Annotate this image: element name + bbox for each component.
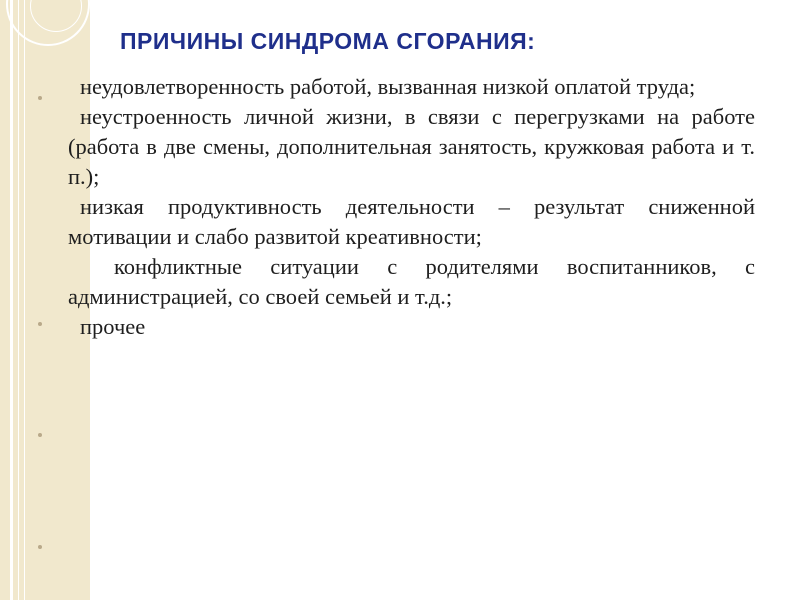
list-item: неустроенность личной жизни, в связи с перегрузками на работе (работа в две смены, дополнительная занятость, кружковая работа и т. п.); (68, 104, 755, 189)
slide-title: ПРИЧИНЫ СИНДРОМА СГОРАНИЯ: (120, 28, 536, 54)
bullet-marker (38, 545, 42, 549)
bullet-marker (38, 322, 42, 326)
list-item: низкая продуктивность деятельности – результат сниженной мотивации и слабо развитой креативности; (68, 194, 755, 249)
bullet-marker (38, 96, 42, 100)
bullet-marker (38, 433, 42, 437)
list-item: прочее (80, 314, 146, 339)
decorative-line (18, 0, 19, 600)
list-item: неудовлетворенность работой, вызванная низкой оплатой труда; (80, 74, 696, 99)
decorative-line (10, 0, 13, 600)
decorative-line (24, 0, 25, 600)
list-item: конфликтные ситуации с родителями воспитанников, с администрацией, со своей семьей и т.д.; (68, 254, 755, 309)
slide-body (68, 72, 755, 342)
